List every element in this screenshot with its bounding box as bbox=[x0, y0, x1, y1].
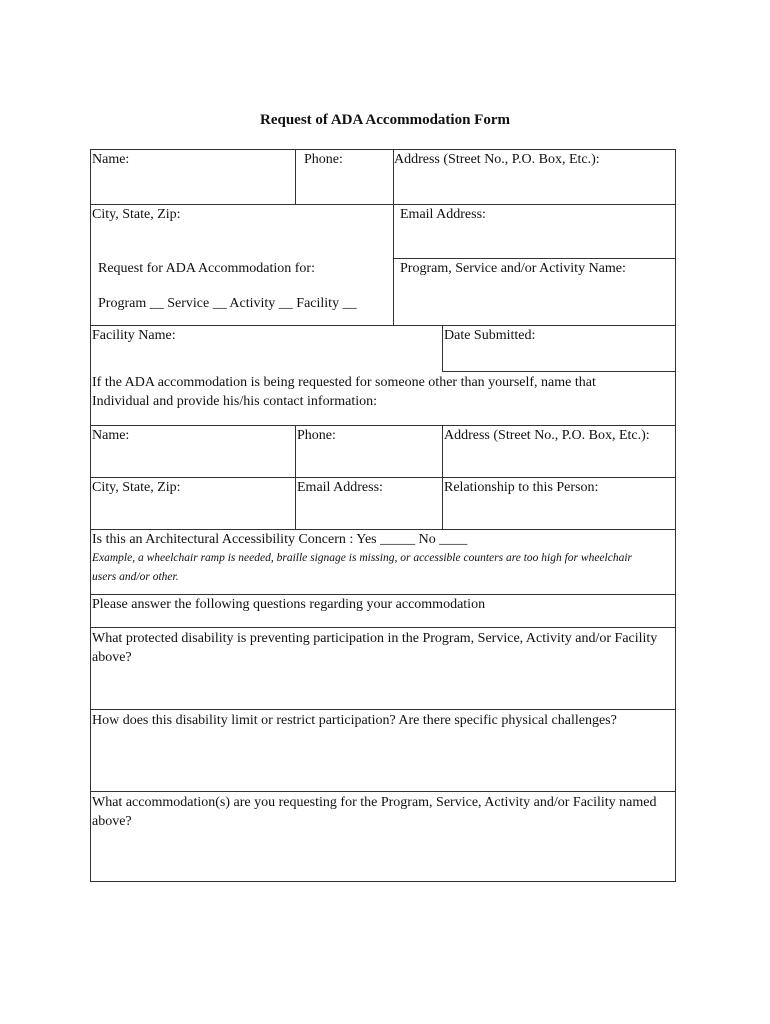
other-email-label: Email Address: bbox=[297, 480, 383, 495]
column-divider bbox=[442, 425, 443, 530]
question-limit-field[interactable] bbox=[92, 711, 667, 730]
row-divider bbox=[442, 371, 676, 372]
architectural-example: Example, a wheelchair ramp is needed, braille signage is missing, or accessible counters are too high for wheelchair users and/or other. bbox=[92, 552, 633, 583]
other-name-label: Name: bbox=[92, 428, 130, 443]
relationship-field[interactable] bbox=[444, 478, 598, 497]
other-city-label: City, State, Zip: bbox=[92, 480, 181, 495]
other-name-field[interactable] bbox=[92, 426, 129, 445]
city-field[interactable] bbox=[92, 205, 181, 224]
question-accommodation-field[interactable] bbox=[92, 793, 667, 831]
other-email-field[interactable] bbox=[297, 478, 383, 497]
address-field[interactable] bbox=[394, 150, 600, 169]
question-limit-label: How does this disability limit or restrict participation? Are there specific physical challenges? bbox=[92, 713, 617, 728]
row-divider bbox=[90, 791, 676, 792]
question-disability-field[interactable] bbox=[92, 629, 667, 667]
city-label: City, State, Zip: bbox=[92, 207, 181, 222]
email-label: Email Address: bbox=[400, 207, 486, 222]
request-options[interactable]: Program __ Service __ Activity __ Facility __ bbox=[98, 296, 357, 311]
other-phone-field[interactable] bbox=[297, 426, 336, 445]
architectural-question[interactable]: Is this an Architectural Accessibility Concern : Yes _____ No ____ bbox=[92, 532, 468, 547]
address-label: Address (Street No., P.O. Box, Etc.): bbox=[394, 152, 600, 167]
column-divider bbox=[442, 325, 443, 372]
other-city-field[interactable] bbox=[92, 478, 181, 497]
program-name-label: Program, Service and/or Activity Name: bbox=[400, 261, 626, 276]
other-phone-label: Phone: bbox=[297, 428, 336, 443]
date-submitted-field[interactable] bbox=[444, 326, 535, 345]
email-field[interactable] bbox=[400, 205, 486, 224]
row-divider bbox=[90, 325, 676, 326]
relationship-label: Relationship to this Person: bbox=[444, 480, 599, 495]
form-title: Request of ADA Accommodation Form bbox=[260, 112, 510, 128]
question-accommodation-label: What accommodation(s) are you requesting for the Program, Service, Activity and/or Facility named above? bbox=[92, 795, 657, 829]
other-address-field[interactable] bbox=[444, 426, 650, 445]
name-field[interactable] bbox=[92, 150, 129, 169]
other-address-label: Address (Street No., P.O. Box, Etc.): bbox=[444, 428, 650, 443]
column-divider bbox=[295, 425, 296, 530]
request-label: Request for ADA Accommodation for: bbox=[98, 261, 315, 276]
questions-header: Please answer the following questions regarding your accommodation bbox=[92, 597, 486, 612]
question-disability-label: What protected disability is preventing participation in the Program, Service, Activity and/or Facility above? bbox=[92, 631, 658, 665]
phone-field[interactable] bbox=[304, 150, 343, 169]
row-divider bbox=[90, 881, 676, 882]
table-left-border bbox=[90, 149, 91, 882]
row-divider bbox=[90, 709, 676, 710]
row-divider bbox=[90, 627, 676, 628]
name-label: Name: bbox=[92, 152, 130, 167]
phone-label: Phone: bbox=[304, 152, 343, 167]
program-name-field[interactable] bbox=[400, 259, 626, 278]
facility-name-label: Facility Name: bbox=[92, 328, 176, 343]
facility-name-field[interactable] bbox=[92, 326, 176, 345]
column-divider bbox=[295, 149, 296, 205]
column-divider bbox=[393, 149, 394, 326]
date-submitted-label: Date Submitted: bbox=[444, 328, 536, 343]
other-person-intro: If the ADA accommodation is being requested for someone other than yourself, name that Individual and provide his/his contact information: bbox=[92, 375, 596, 409]
